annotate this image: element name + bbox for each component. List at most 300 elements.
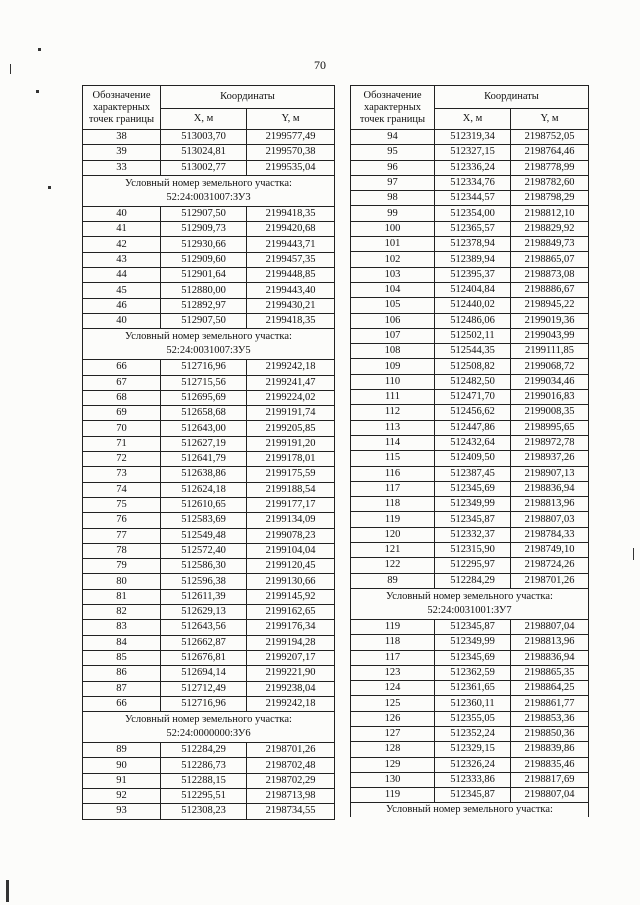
- point-id-cell: 38: [83, 130, 161, 145]
- scan-mark: [38, 48, 41, 51]
- x-coordinate-cell: 512549,48: [161, 528, 247, 543]
- land-plot-number-heading: Условный номер земельного участка: 52:24:0031007:ЗУ3: [83, 175, 335, 206]
- y-coordinate-cell: 2199224,02: [247, 390, 335, 405]
- y-coordinate-cell: 2199443,71: [247, 237, 335, 252]
- table-row: [83, 313, 335, 328]
- point-id-cell: 40: [83, 313, 161, 328]
- y-coordinate-cell: 2199242,18: [247, 360, 335, 375]
- table-row: [83, 605, 335, 620]
- y-coordinate-cell: 2199241,47: [247, 375, 335, 390]
- y-coordinate-cell: 2198836,94: [511, 481, 589, 496]
- table-row: [351, 527, 589, 542]
- table-row: [351, 160, 589, 175]
- point-id-cell: 89: [351, 573, 435, 588]
- y-coordinate-cell: 2198945,22: [511, 298, 589, 313]
- point-id-cell: 124: [351, 681, 435, 696]
- point-id-cell: 80: [83, 574, 161, 589]
- y-coordinate-cell: 2199242,18: [247, 696, 335, 711]
- x-coordinate-cell: 512676,81: [161, 650, 247, 665]
- x-coordinate-cell: 512319,34: [435, 130, 511, 145]
- y-coordinate-cell: 2199570,38: [247, 145, 335, 160]
- point-id-cell: 97: [351, 175, 435, 190]
- point-id-cell: 73: [83, 467, 161, 482]
- x-coordinate-cell: 512572,40: [161, 543, 247, 558]
- x-coordinate-cell: 512596,38: [161, 574, 247, 589]
- x-coordinate-cell: 512326,24: [435, 757, 511, 772]
- point-id-cell: 87: [83, 681, 161, 696]
- table-row: [83, 436, 335, 451]
- x-coordinate-cell: 512332,37: [435, 527, 511, 542]
- table-row: [83, 574, 335, 589]
- y-coordinate-cell: 2198701,26: [247, 743, 335, 758]
- x-coordinate-cell: 512930,66: [161, 237, 247, 252]
- table-row: [351, 175, 589, 190]
- scan-mark: [36, 90, 39, 93]
- point-id-cell: 119: [351, 512, 435, 527]
- x-coordinate-cell: 512643,56: [161, 620, 247, 635]
- table-row: [351, 344, 589, 359]
- x-coordinate-cell: 512482,50: [435, 374, 511, 389]
- table-row: [351, 757, 589, 772]
- point-id-cell: 114: [351, 435, 435, 450]
- point-id-cell: 75: [83, 497, 161, 512]
- x-coordinate-cell: 512508,82: [435, 359, 511, 374]
- point-id-cell: 89: [83, 743, 161, 758]
- x-coordinate-cell: 512334,76: [435, 175, 511, 190]
- table-row: [83, 666, 335, 681]
- point-id-cell: 90: [83, 758, 161, 773]
- header-point-column: Обозначение характерных точек границы: [351, 86, 435, 130]
- header-coordinates: Координаты: [161, 86, 335, 109]
- point-id-cell: 126: [351, 711, 435, 726]
- x-coordinate-cell: 512333,86: [435, 772, 511, 787]
- table-row: [351, 359, 589, 374]
- x-coordinate-cell: 512456,62: [435, 405, 511, 420]
- y-coordinate-cell: 2198817,69: [511, 772, 589, 787]
- x-coordinate-cell: 512345,87: [435, 512, 511, 527]
- table-row: [351, 726, 589, 741]
- x-coordinate-cell: 512378,94: [435, 237, 511, 252]
- x-coordinate-cell: 512349,99: [435, 497, 511, 512]
- point-id-cell: 101: [351, 237, 435, 252]
- x-coordinate-cell: 512624,18: [161, 482, 247, 497]
- x-coordinate-cell: 512447,86: [435, 420, 511, 435]
- point-id-cell: 76: [83, 513, 161, 528]
- x-coordinate-cell: 512409,50: [435, 451, 511, 466]
- table-row: [83, 160, 335, 175]
- x-coordinate-cell: 512344,57: [435, 191, 511, 206]
- point-id-cell: 118: [351, 635, 435, 650]
- y-coordinate-cell: 2198713,98: [247, 788, 335, 803]
- point-id-cell: 92: [83, 788, 161, 803]
- table-row: [83, 513, 335, 528]
- y-coordinate-cell: 2198807,03: [511, 512, 589, 527]
- table-row: [351, 681, 589, 696]
- x-coordinate-cell: 512345,69: [435, 650, 511, 665]
- point-id-cell: 109: [351, 359, 435, 374]
- y-coordinate-cell: 2199443,40: [247, 283, 335, 298]
- point-id-cell: 104: [351, 282, 435, 297]
- section-header-row: [351, 588, 589, 619]
- x-coordinate-cell: 512641,79: [161, 452, 247, 467]
- point-id-cell: 86: [83, 666, 161, 681]
- x-coordinate-cell: 512286,73: [161, 758, 247, 773]
- x-coordinate-cell: 512362,59: [435, 665, 511, 680]
- x-coordinate-cell: 512389,94: [435, 252, 511, 267]
- point-id-cell: 81: [83, 589, 161, 604]
- y-coordinate-cell: 2198813,96: [511, 497, 589, 512]
- x-coordinate-cell: 512336,24: [435, 160, 511, 175]
- point-id-cell: 33: [83, 160, 161, 175]
- x-coordinate-cell: 512695,69: [161, 390, 247, 405]
- y-coordinate-cell: 2199120,45: [247, 559, 335, 574]
- point-id-cell: 66: [83, 360, 161, 375]
- table-row: [83, 283, 335, 298]
- y-coordinate-cell: 2199034,46: [511, 374, 589, 389]
- x-coordinate-cell: 512638,86: [161, 467, 247, 482]
- y-coordinate-cell: 2199019,36: [511, 313, 589, 328]
- table-row: [83, 681, 335, 696]
- table-row: [351, 573, 589, 588]
- y-coordinate-cell: 2198839,86: [511, 742, 589, 757]
- point-id-cell: 112: [351, 405, 435, 420]
- point-id-cell: 119: [351, 788, 435, 803]
- table-row: [351, 696, 589, 711]
- table-row: [83, 482, 335, 497]
- header-x: X, м: [161, 109, 247, 130]
- point-id-cell: 69: [83, 406, 161, 421]
- point-id-cell: 99: [351, 206, 435, 221]
- point-id-cell: 41: [83, 222, 161, 237]
- point-id-cell: 123: [351, 665, 435, 680]
- x-coordinate-cell: 512295,97: [435, 558, 511, 573]
- y-coordinate-cell: 2198865,07: [511, 252, 589, 267]
- x-coordinate-cell: 512627,19: [161, 436, 247, 451]
- table-row: [351, 711, 589, 726]
- point-id-cell: 115: [351, 451, 435, 466]
- point-id-cell: 77: [83, 528, 161, 543]
- point-id-cell: 71: [83, 436, 161, 451]
- x-coordinate-cell: 512345,87: [435, 619, 511, 634]
- point-id-cell: 122: [351, 558, 435, 573]
- table-row: [351, 543, 589, 558]
- x-coordinate-cell: 512354,00: [435, 206, 511, 221]
- x-coordinate-cell: 512395,37: [435, 267, 511, 282]
- point-id-cell: 130: [351, 772, 435, 787]
- y-coordinate-cell: 2199418,35: [247, 313, 335, 328]
- y-coordinate-cell: 2199418,35: [247, 206, 335, 221]
- y-coordinate-cell: 2198849,73: [511, 237, 589, 252]
- table-row: [351, 405, 589, 420]
- y-coordinate-cell: 2198937,26: [511, 451, 589, 466]
- point-id-cell: 125: [351, 696, 435, 711]
- section-header-row: [351, 803, 589, 818]
- table-row: [83, 804, 335, 819]
- table-row: [83, 635, 335, 650]
- y-coordinate-cell: 2198886,67: [511, 282, 589, 297]
- point-id-cell: 129: [351, 757, 435, 772]
- point-id-cell: 43: [83, 252, 161, 267]
- table-row: [351, 374, 589, 389]
- table-row: [83, 390, 335, 405]
- table-row: [83, 145, 335, 160]
- y-coordinate-cell: 2198784,33: [511, 527, 589, 542]
- y-coordinate-cell: 2198749,10: [511, 543, 589, 558]
- table-row: [351, 206, 589, 221]
- point-id-cell: 70: [83, 421, 161, 436]
- y-coordinate-cell: 2199420,68: [247, 222, 335, 237]
- table-row: [83, 467, 335, 482]
- header-x: X, м: [435, 109, 511, 130]
- table-row: [351, 466, 589, 481]
- point-id-cell: 100: [351, 221, 435, 236]
- x-coordinate-cell: 512355,05: [435, 711, 511, 726]
- table-row: [83, 130, 335, 145]
- point-id-cell: 107: [351, 328, 435, 343]
- x-coordinate-cell: 512349,99: [435, 635, 511, 650]
- x-coordinate-cell: 512643,00: [161, 421, 247, 436]
- point-id-cell: 82: [83, 605, 161, 620]
- header-y: Y, м: [247, 109, 335, 130]
- y-coordinate-cell: 2199145,92: [247, 589, 335, 604]
- table-row: [351, 191, 589, 206]
- table-row: [351, 558, 589, 573]
- table-row: [83, 222, 335, 237]
- table-row: [351, 390, 589, 405]
- table-row: [351, 252, 589, 267]
- y-coordinate-cell: 2198778,99: [511, 160, 589, 175]
- table-row: [351, 512, 589, 527]
- y-coordinate-cell: 2199191,74: [247, 406, 335, 421]
- header-y: Y, м: [511, 109, 589, 130]
- point-id-cell: 45: [83, 283, 161, 298]
- y-coordinate-cell: 2198702,48: [247, 758, 335, 773]
- table-row: [83, 559, 335, 574]
- y-coordinate-cell: 2199194,28: [247, 635, 335, 650]
- table-row: [351, 497, 589, 512]
- table-row: [83, 206, 335, 221]
- coordinates-table-right: [350, 85, 589, 817]
- point-id-cell: 79: [83, 559, 161, 574]
- table-row: [83, 758, 335, 773]
- x-coordinate-cell: 513024,81: [161, 145, 247, 160]
- y-coordinate-cell: 2199207,17: [247, 650, 335, 665]
- section-header-row: [83, 175, 335, 206]
- x-coordinate-cell: 512694,14: [161, 666, 247, 681]
- x-coordinate-cell: 512471,70: [435, 390, 511, 405]
- table-row: [351, 742, 589, 757]
- table-row: [351, 237, 589, 252]
- y-coordinate-cell: 2198807,04: [511, 788, 589, 803]
- table-row: [351, 145, 589, 160]
- table-row: [83, 360, 335, 375]
- y-coordinate-cell: 2199008,35: [511, 405, 589, 420]
- y-coordinate-cell: 2198807,04: [511, 619, 589, 634]
- y-coordinate-cell: 2198995,65: [511, 420, 589, 435]
- table-row: [83, 620, 335, 635]
- x-coordinate-cell: 512315,90: [435, 543, 511, 558]
- x-coordinate-cell: 512907,50: [161, 206, 247, 221]
- point-id-cell: 105: [351, 298, 435, 313]
- table-row: [351, 481, 589, 496]
- x-coordinate-cell: 512329,15: [435, 742, 511, 757]
- y-coordinate-cell: 2198812,10: [511, 206, 589, 221]
- table-row: [351, 788, 589, 803]
- x-coordinate-cell: 512658,68: [161, 406, 247, 421]
- point-id-cell: 66: [83, 696, 161, 711]
- point-id-cell: 40: [83, 206, 161, 221]
- y-coordinate-cell: 2199188,54: [247, 482, 335, 497]
- y-coordinate-cell: 2199577,49: [247, 130, 335, 145]
- point-id-cell: 116: [351, 466, 435, 481]
- x-coordinate-cell: 512308,23: [161, 804, 247, 819]
- table-row: [83, 252, 335, 267]
- table-row: [83, 237, 335, 252]
- point-id-cell: 44: [83, 268, 161, 283]
- table-row: [351, 451, 589, 466]
- y-coordinate-cell: 2199178,01: [247, 452, 335, 467]
- x-coordinate-cell: 512610,65: [161, 497, 247, 512]
- table-row: [351, 619, 589, 634]
- point-id-cell: 83: [83, 620, 161, 635]
- point-id-cell: 46: [83, 298, 161, 313]
- x-coordinate-cell: 512909,60: [161, 252, 247, 267]
- table-row: [351, 635, 589, 650]
- x-coordinate-cell: 512907,50: [161, 313, 247, 328]
- y-coordinate-cell: 2198850,36: [511, 726, 589, 741]
- y-coordinate-cell: 2199162,65: [247, 605, 335, 620]
- x-coordinate-cell: 512486,06: [435, 313, 511, 328]
- table-row: [351, 267, 589, 282]
- x-coordinate-cell: 512716,96: [161, 696, 247, 711]
- land-plot-number-heading: Условный номер земельного участка:: [351, 803, 589, 818]
- point-id-cell: 110: [351, 374, 435, 389]
- x-coordinate-cell: 512611,39: [161, 589, 247, 604]
- coordinates-table-left: [82, 85, 335, 820]
- y-coordinate-cell: 2198907,13: [511, 466, 589, 481]
- y-coordinate-cell: 2199457,35: [247, 252, 335, 267]
- table-row: [351, 772, 589, 787]
- table-row: [83, 497, 335, 512]
- table-row: [83, 298, 335, 313]
- y-coordinate-cell: 2199104,04: [247, 543, 335, 558]
- table-row: [351, 298, 589, 313]
- y-coordinate-cell: 2198701,26: [511, 573, 589, 588]
- y-coordinate-cell: 2199191,20: [247, 436, 335, 451]
- x-coordinate-cell: 512288,15: [161, 773, 247, 788]
- table-row: [83, 696, 335, 711]
- y-coordinate-cell: 2199078,23: [247, 528, 335, 543]
- point-id-cell: 128: [351, 742, 435, 757]
- table-row: [351, 313, 589, 328]
- y-coordinate-cell: 2198829,92: [511, 221, 589, 236]
- x-coordinate-cell: 512284,29: [161, 743, 247, 758]
- x-coordinate-cell: 512502,11: [435, 328, 511, 343]
- y-coordinate-cell: 2198864,25: [511, 681, 589, 696]
- point-id-cell: 95: [351, 145, 435, 160]
- land-plot-number-heading: Условный номер земельного участка: 52:24:0031001:ЗУ7: [351, 588, 589, 619]
- table-row: [83, 650, 335, 665]
- point-id-cell: 117: [351, 481, 435, 496]
- point-id-cell: 39: [83, 145, 161, 160]
- table-row: [83, 743, 335, 758]
- point-id-cell: 84: [83, 635, 161, 650]
- point-id-cell: 68: [83, 390, 161, 405]
- x-coordinate-cell: 512662,87: [161, 635, 247, 650]
- x-coordinate-cell: 512909,73: [161, 222, 247, 237]
- land-plot-number-heading: Условный номер земельного участка: 52:24:0031007:ЗУ5: [83, 329, 335, 360]
- y-coordinate-cell: 2199068,72: [511, 359, 589, 374]
- point-id-cell: 103: [351, 267, 435, 282]
- y-coordinate-cell: 2199130,66: [247, 574, 335, 589]
- y-coordinate-cell: 2198764,46: [511, 145, 589, 160]
- x-coordinate-cell: 512544,35: [435, 344, 511, 359]
- y-coordinate-cell: 2199043,99: [511, 328, 589, 343]
- y-coordinate-cell: 2198836,94: [511, 650, 589, 665]
- point-id-cell: 119: [351, 619, 435, 634]
- point-id-cell: 117: [351, 650, 435, 665]
- x-coordinate-cell: 513003,70: [161, 130, 247, 145]
- table-row: [351, 221, 589, 236]
- point-id-cell: 120: [351, 527, 435, 542]
- x-coordinate-cell: 512901,64: [161, 268, 247, 283]
- y-coordinate-cell: 2198752,05: [511, 130, 589, 145]
- point-id-cell: 91: [83, 773, 161, 788]
- y-coordinate-cell: 2198813,96: [511, 635, 589, 650]
- table-row: [83, 788, 335, 803]
- y-coordinate-cell: 2199448,85: [247, 268, 335, 283]
- point-id-cell: 85: [83, 650, 161, 665]
- y-coordinate-cell: 2199238,04: [247, 681, 335, 696]
- x-coordinate-cell: 512583,69: [161, 513, 247, 528]
- section-header-row: [83, 712, 335, 743]
- point-id-cell: 74: [83, 482, 161, 497]
- table-row: [351, 328, 589, 343]
- x-coordinate-cell: 512716,96: [161, 360, 247, 375]
- y-coordinate-cell: 2198724,26: [511, 558, 589, 573]
- section-header-row: [83, 329, 335, 360]
- x-coordinate-cell: 512345,87: [435, 788, 511, 803]
- point-id-cell: 111: [351, 390, 435, 405]
- table-row: [351, 665, 589, 680]
- header-point-column: Обозначение характерных точек границы: [83, 86, 161, 130]
- scan-mark: [633, 548, 634, 560]
- y-coordinate-cell: 2198853,36: [511, 711, 589, 726]
- x-coordinate-cell: 512440,02: [435, 298, 511, 313]
- scan-mark: [6, 880, 9, 902]
- y-coordinate-cell: 2199111,85: [511, 344, 589, 359]
- point-id-cell: 78: [83, 543, 161, 558]
- table-row: [83, 375, 335, 390]
- x-coordinate-cell: 512352,24: [435, 726, 511, 741]
- table-row: [351, 420, 589, 435]
- y-coordinate-cell: 2198734,55: [247, 804, 335, 819]
- land-plot-number-heading: Условный номер земельного участка: 52:24:0000000:ЗУ6: [83, 712, 335, 743]
- table-row: [351, 130, 589, 145]
- point-id-cell: 118: [351, 497, 435, 512]
- table-row: [83, 406, 335, 421]
- x-coordinate-cell: 512361,65: [435, 681, 511, 696]
- x-coordinate-cell: 512345,69: [435, 481, 511, 496]
- table-row: [83, 528, 335, 543]
- table-row: [351, 650, 589, 665]
- point-id-cell: 96: [351, 160, 435, 175]
- y-coordinate-cell: 2199177,17: [247, 497, 335, 512]
- x-coordinate-cell: 512586,30: [161, 559, 247, 574]
- point-id-cell: 98: [351, 191, 435, 206]
- header-coordinates: Координаты: [435, 86, 589, 109]
- table-row: [351, 282, 589, 297]
